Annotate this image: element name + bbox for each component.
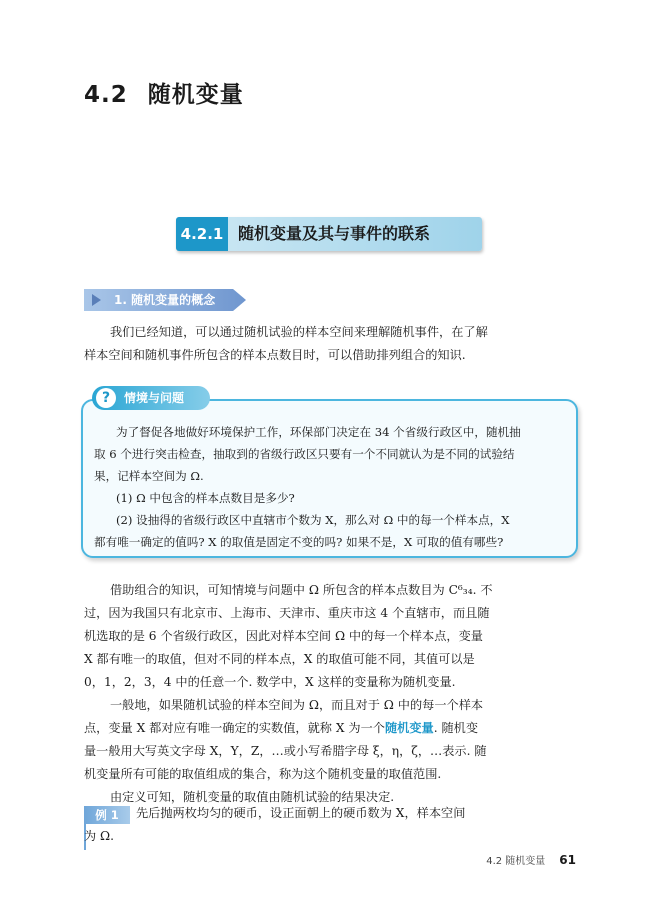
page-number: 61 — [559, 853, 576, 867]
problem-header — [92, 386, 210, 410]
problem-line-1: 为了督促各地做好环境保护工作，环保部门决定在 34 个省级行政区中，随机抽 — [116, 425, 521, 439]
problem-header-label: 情境与问题 — [124, 391, 185, 405]
chapter-number: 4.2 — [84, 82, 128, 108]
body-p2-line-4: 机变量所有可能的取值组成的集合，称为这个随机变量的取值范围. — [84, 767, 442, 781]
body-p1-line-3: 机选取的是 6 个省级行政区，因此对样本空间 Ω 中的每一个样本点，变量 — [84, 629, 483, 643]
subsection-label: 1. 随机变量的概念 — [114, 293, 216, 307]
running-head: 4.2 随机变量 — [486, 856, 546, 867]
example-tag: 例 1 — [84, 806, 130, 824]
chapter-title — [84, 76, 244, 109]
section-number: 4.2.1 — [176, 217, 228, 251]
body-p1-line-2: 过，因为我国只有北京市、上海市、天津市、重庆市这 4 个直辖市，而且随 — [84, 606, 490, 620]
problem-question-1: (1) Ω 中包含的样本点数目是多少? — [116, 491, 295, 505]
problem-line-3: 果，记样本空间为 Ω. — [94, 469, 204, 483]
problem-question-2a: (2) 设抽得的省级行政区中直辖市个数为 X，那么对 Ω 中的每一个样本点，X — [116, 513, 510, 527]
section-banner — [176, 217, 482, 251]
example-line-1: 先后抛两枚均匀的硬币，设正面朝上的硬币数为 X，样本空间 — [136, 806, 466, 820]
body-p1-line-5: 0，1，2，3，4 中的任意一个. 数学中，X 这样的变量称为随机变量. — [84, 675, 456, 689]
intro-line-2: 样本空间和随机事件所包含的样本点数目时，可以借助排列组合的知识. — [84, 348, 466, 362]
subsection-tab — [84, 289, 246, 311]
section-title: 随机变量及其与事件的联系 — [238, 224, 431, 243]
problem-line-2: 取 6 个进行突击检查，抽取到的省级行政区只要有一个不同就认为是不同的试验结 — [94, 447, 515, 461]
body-p2-line-3: 量一般用大写英文字母 X，Y，Z，…或小写希腊字母 ξ，η，ζ，…表示. 随 — [84, 744, 487, 758]
highlight-term: 随机变量 — [384, 721, 434, 735]
body-p2-line-2: 点，变量 X 都对应有唯一确定的实数值，就称 X 为一个随机变量. 随机变 — [84, 721, 479, 735]
example-line-2: 为 Ω. — [84, 829, 115, 843]
chapter-title-text: 随机变量 — [147, 82, 244, 108]
question-icon: ? — [96, 388, 116, 408]
intro-line-1: 我们已经知道，可以通过随机试验的样本空间来理解随机事件，在了解 — [110, 325, 488, 339]
page-footer — [486, 852, 576, 867]
problem-question-2b: 都有唯一确定的值吗? X 的取值是固定不变的吗? 如果不是，X 可取的值有哪些? — [94, 535, 504, 549]
body-p2-line-1: 一般地，如果随机试验的样本空间为 Ω，而且对于 Ω 中的每一个样本 — [110, 698, 484, 712]
body-p1-line-1: 借助组合的知识，可知情境与问题中 Ω 所包含的样本点数目为 C⁶₃₄. 不 — [110, 583, 493, 597]
body-p3: 由定义可知，随机变量的取值由随机试验的结果决定. — [110, 790, 395, 804]
arrow-right-icon — [92, 294, 101, 306]
body-p1-line-4: X 都有唯一的取值，但对不同的样本点，X 的取值可能不同，其值可以是 — [84, 652, 475, 666]
